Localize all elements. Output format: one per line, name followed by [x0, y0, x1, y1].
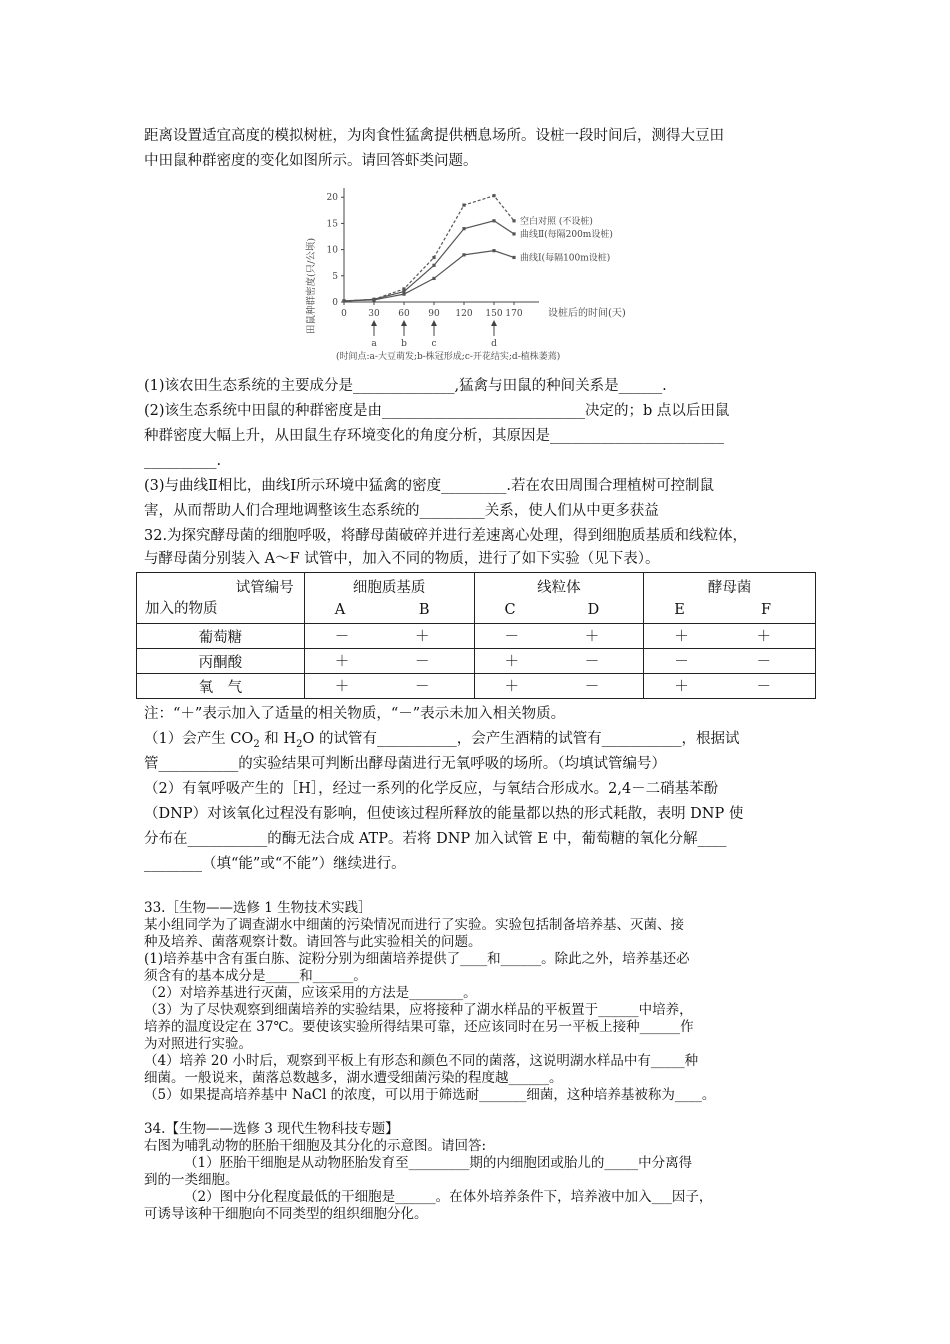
q33-line: 某小组同学为了调查湖水中细菌的污染情况而进行了实验。实验包括制备培养基、灭菌、接 [144, 917, 684, 933]
data-point [432, 256, 435, 259]
q31-part3-line: (3)与曲线Ⅱ相比，曲线Ⅰ所示环境中猛禽的密度_________.若在农田周围合理植树可控制鼠 [144, 478, 714, 494]
q32-part2-line: ________（填“能”或“不能”）继续进行。 [144, 856, 406, 872]
time-point-label: b [401, 339, 407, 349]
q32-part2-line: （DNP）对该氧化过程没有影响，但使该过程所释放的能量都以热的形式耗散，表明 DNP 使 [144, 806, 744, 822]
q31-part2-line: __________. [144, 453, 222, 469]
group-cells [474, 624, 644, 649]
q34-title: 34.【生物——选修 3 现代生物科技专题】 [144, 1121, 399, 1137]
q33-line: 细菌。一般说来，菌落总数越多，湖水遭受细菌污染的程度越______。 [144, 1070, 563, 1086]
row-label: 丙酮酸 [137, 649, 305, 674]
q31-part1: (1)该农田生态系统的主要成分是______________,猛禽与田鼠的种间关系是______. [144, 378, 667, 394]
tube-label: B [418, 602, 430, 618]
q31-part2-line: (2)该生态系统中田鼠的种群密度是由____________________________决定的；b 点以后田鼠 [144, 403, 730, 419]
group-name: 细胞质基质 [352, 580, 426, 596]
x-tick-label: 150 [485, 309, 503, 319]
time-point-arrowhead [491, 320, 497, 326]
data-point [512, 219, 515, 222]
group-cells [304, 624, 474, 649]
data-point [372, 298, 375, 301]
y-tick-label: 10 [326, 245, 338, 256]
data-point [402, 293, 405, 296]
cell-value: ＋ [504, 679, 520, 695]
q31-part2-line: 种群密度大幅上升，从田鼠生存环境变化的角度分析，其原因是________________________ [144, 428, 724, 444]
cell-value: － [756, 679, 771, 695]
intro-line: 中田鼠种群密度的变化如图所示。请回答虾类问题。 [144, 153, 478, 169]
corner-top-label: 试管编号 [235, 580, 294, 596]
series-label: 空白对照 (不设桩) [520, 216, 593, 227]
q32-stem: 与酵母菌分别装入 A～F 试管中，加入不同的物质，进行了如下实验（见下表）。 [144, 551, 660, 567]
group-name: 线粒体 [537, 580, 581, 596]
text-run: O 的试管有___________，会产生酒精的试管有___________，根据试 [302, 731, 740, 747]
group-cells [644, 674, 816, 699]
series-line [344, 196, 514, 301]
table-row [137, 649, 816, 674]
data-point [462, 203, 465, 206]
chart-caption: (时间点:a-大豆萌发;b-株冠形成;c-开花结实;d-植株萎蔫) [336, 352, 561, 362]
table-row [137, 624, 816, 649]
q33-line: （2）对培养基进行灭菌，应该采用的方法是________。 [144, 985, 477, 1001]
y-tick-label: 5 [332, 271, 338, 282]
cell-value: ＋ [674, 629, 689, 645]
y-axis-label: 田鼠种群密度(只/公顷) [306, 237, 317, 335]
group-name: 酵母菌 [707, 580, 752, 596]
q33-line: (1)培养基中含有蛋白胨、淀粉分别为细菌培养提供了____和______。除此之外，培养基还必 [144, 951, 690, 967]
vole-density-chart [300, 178, 660, 370]
experiment-table [136, 572, 816, 699]
cell-value: － [504, 629, 520, 645]
cell-value: － [415, 679, 430, 695]
corner-bottom-label: 加入的物质 [145, 601, 218, 617]
row-label: 氧 气 [137, 674, 305, 699]
q34-line: （2）图中分化程度最低的干细胞是______。在体外培养条件下，培养液中加入___因子， [184, 1189, 713, 1205]
q32-stem: 32.为探究酵母菌的细胞呼吸，将酵母菌破碎并进行差速离心处理，得到细胞质基质和线粒体， [144, 528, 748, 544]
cell-value: － [334, 629, 350, 645]
q33-line: 培养的温度设定在 37℃。要使该实验所得结果可靠，还应该同时在另一平板上接种______作 [144, 1019, 694, 1035]
cell-value: ＋ [756, 629, 771, 645]
data-point [432, 277, 435, 280]
x-tick-label: 30 [368, 309, 380, 319]
time-point-arrowhead [401, 320, 407, 326]
series-label: 曲线Ⅱ(每隔200m设桩) [520, 229, 613, 240]
time-point-label: a [371, 339, 377, 349]
cell-value: ＋ [415, 629, 430, 645]
q33-line: 为对照进行实验。 [144, 1036, 252, 1052]
x-tick-label: 60 [398, 309, 410, 319]
data-point [492, 219, 495, 222]
group-cells [474, 649, 644, 674]
time-point-arrowhead [431, 320, 437, 326]
tube-label: C [504, 602, 516, 618]
data-point [462, 253, 465, 256]
data-point [432, 264, 435, 267]
data-point [342, 299, 345, 302]
x-tick-label: 0 [341, 309, 347, 319]
cell-value: ＋ [674, 679, 689, 695]
group-header [304, 573, 474, 624]
data-point [512, 256, 515, 259]
q33-line: 须含有的基本成分是_____和______。 [144, 968, 367, 984]
row-label: 葡萄糖 [137, 624, 305, 649]
group-cells [304, 649, 474, 674]
cell-value: － [674, 654, 689, 670]
time-point-label: c [431, 339, 437, 349]
x-axis-label: 设桩后的时间(天) [548, 308, 626, 319]
table-corner-cell [137, 573, 305, 624]
intro-line: 距离设置适宜高度的模拟树桩，为肉食性猛禽提供栖息场所。设桩一段时间后，测得大豆田 [144, 128, 724, 144]
subscript: 2 [296, 738, 303, 750]
series-line [344, 251, 514, 301]
time-point-label: d [491, 339, 497, 349]
q33-title: 33.［生物——选修 1 生物技术实践］ [144, 900, 372, 916]
group-cells [304, 674, 474, 699]
q33-line: （5）如果提高培养基中 NaCl 的浓度，可以用于筛选耐_______细菌，这种培养基被称为____。 [144, 1087, 716, 1103]
y-tick-label: 0 [332, 298, 338, 308]
tube-label: A [334, 602, 346, 618]
time-point-arrowhead [371, 320, 377, 326]
x-tick-label: 90 [428, 309, 440, 319]
tube-label: F [760, 602, 771, 618]
y-tick-label: 20 [326, 193, 338, 204]
q32-part2-line: 分布在___________的酶无法合成 ATP。若将 DNP 加入试管 E 中，葡萄糖的氧化分解____ [144, 831, 727, 847]
tube-label: E [674, 602, 685, 618]
text-run: 和 H [259, 731, 297, 747]
q33-line: 种及培养、菌落观察计数。请回答与此实验相关的问题。 [144, 934, 482, 950]
cell-value: ＋ [334, 654, 350, 670]
cell-value: － [584, 654, 600, 670]
q31-part3-line: 害，从而帮助人们合理地调整该生态系统的_________关系，使人们从中更多获益 [144, 503, 659, 519]
q34-line: 右图为哺乳动物的胚胎干细胞及其分化的示意图。请回答: [144, 1138, 487, 1154]
x-tick-label: 170 [505, 309, 523, 319]
group-cells [644, 649, 816, 674]
q34-line: 到的一类细胞。 [144, 1172, 239, 1188]
x-tick-label: 120 [455, 309, 473, 319]
cell-value: － [584, 679, 600, 695]
series-line [344, 221, 514, 301]
q33-line: （4）培养 20 小时后，观察到平板上有形态和颜色不同的菌落，这说明湖水样品中有_____种 [144, 1053, 699, 1069]
q34-line: 可诱导该种干细胞向不同类型的组织细胞分化。 [144, 1206, 428, 1222]
q34-line: （1）胚胎干细胞是从动物胚胎发育至_________期的内细胞团或胎儿的_____中分离得 [184, 1155, 693, 1171]
group-header [474, 573, 644, 624]
q32-part1-line [144, 727, 804, 752]
text-run: （1）会产生 CO [144, 731, 254, 747]
tube-label: D [587, 602, 600, 618]
q32-part2-line: （2）有氧呼吸产生的［H］，经过一系列的化学反应，与氧结合形成水。2,4－二硝基苯酚 [144, 781, 719, 797]
cell-value: ＋ [334, 679, 350, 695]
group-header [644, 573, 816, 624]
cell-value: ＋ [504, 654, 520, 670]
data-point [492, 194, 495, 197]
group-cells [644, 624, 816, 649]
q32-part1-line: 管___________的实验结果可判断出酵母菌进行无氧呼吸的场所。（均填试管编号） [144, 756, 666, 772]
series-label: 曲线Ⅰ(每隔100m设桩) [520, 253, 611, 264]
cell-value: ＋ [584, 629, 600, 645]
data-point [462, 227, 465, 230]
table-row [137, 674, 816, 699]
group-cells [474, 674, 644, 699]
cell-value: － [756, 654, 771, 670]
data-point [512, 232, 515, 235]
q33-line: （3）为了尽快观察到细菌培养的实验结果，应将接种了湖水样品的平板置于______中培养， [144, 1002, 693, 1018]
cell-value: － [415, 654, 430, 670]
y-tick-label: 15 [326, 219, 338, 230]
subscript: 2 [253, 738, 260, 750]
table-note: 注：“＋”表示加入了适量的相关物质，“－”表示未加入相关物质。 [144, 706, 566, 722]
data-point [492, 249, 495, 252]
